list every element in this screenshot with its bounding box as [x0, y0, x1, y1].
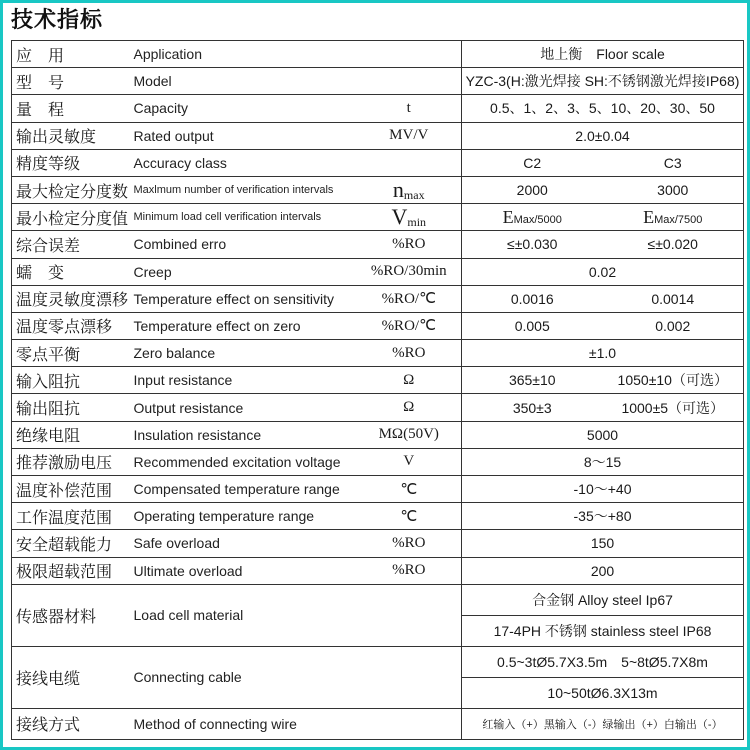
- table-row: [12, 557, 744, 584]
- table-row: [12, 149, 744, 176]
- row-value: 150: [462, 530, 744, 557]
- row-en-label: Accuracy class: [132, 149, 357, 176]
- row-value: -35～+80: [462, 503, 744, 530]
- table-row: [12, 176, 744, 203]
- row-en-label: Capacity: [132, 95, 357, 122]
- table-row: [12, 122, 744, 149]
- row-value-c2: 2000: [462, 176, 603, 203]
- row-en-label: Recommended excitation voltage: [132, 448, 357, 475]
- row-unit: t: [357, 95, 462, 122]
- row-unit: [357, 708, 462, 739]
- row-cn-label: 接线电缆: [12, 646, 132, 708]
- row-cn-label: 精度等级: [12, 149, 132, 176]
- row-unit: %RO: [357, 340, 462, 367]
- row-en-label: Load cell material: [132, 584, 357, 646]
- table-row: [12, 530, 744, 557]
- unit-sub: min: [407, 215, 427, 230]
- row-value-c3: 1050±10（可选）: [603, 367, 744, 394]
- row-unit: %RO/30min: [357, 258, 462, 285]
- row-value: 5000: [462, 421, 744, 448]
- row-cn-label: 输出阻抗: [12, 394, 132, 421]
- row-value-c2: 365±10: [462, 367, 603, 394]
- row-value-2: 10~50tØ6.3X13m: [462, 677, 744, 708]
- row-value-c3: ≤±0.020: [603, 231, 744, 258]
- row-value-c2: [462, 204, 603, 231]
- row-cn-label: 温度零点漂移: [12, 312, 132, 339]
- row-unit: V: [357, 448, 462, 475]
- table-row: [12, 285, 744, 312]
- row-unit: [357, 149, 462, 176]
- row-en-label: Temperature effect on sensitivity: [132, 285, 357, 312]
- row-cn-label: 最小检定分度值: [12, 204, 132, 231]
- row-en-label: Ultimate overload: [132, 557, 357, 584]
- table-row: [12, 503, 744, 530]
- row-cn-label: 最大检定分度数: [12, 176, 132, 203]
- table-row: [12, 312, 744, 339]
- row-cn-label: 工作温度范围: [12, 503, 132, 530]
- table-row: [12, 231, 744, 258]
- row-value-c3: 0.002: [603, 312, 744, 339]
- row-unit: %RO/℃: [357, 285, 462, 312]
- row-cn-label: 推荐激励电压: [12, 448, 132, 475]
- row-cn-label: 综合误差: [12, 231, 132, 258]
- table-row: [12, 41, 744, 68]
- row-cn-label: 零点平衡: [12, 340, 132, 367]
- row-en-label: Compensated temperature range: [132, 476, 357, 503]
- unit-main: n: [392, 177, 404, 203]
- row-value: 0.5、1、2、3、5、10、20、30、50: [462, 95, 744, 122]
- table-row: [12, 204, 744, 231]
- unit-main: V: [391, 204, 408, 230]
- row-en-label: Zero balance: [132, 340, 357, 367]
- row-value-1: 合金钢 Alloy steel Ip67: [462, 584, 744, 615]
- unit-sub: max: [403, 188, 425, 203]
- row-value-c3: 3000: [603, 176, 744, 203]
- row-value-c2: 0.0016: [462, 285, 603, 312]
- row-en-label: Output resistance: [132, 394, 357, 421]
- table-row: [12, 476, 744, 503]
- row-en-label: Connecting cable: [132, 646, 357, 708]
- row-unit: MV/V: [357, 122, 462, 149]
- row-value: -10～+40: [462, 476, 744, 503]
- row-en-label: Safe overload: [132, 530, 357, 557]
- row-unit: MΩ(50V): [357, 421, 462, 448]
- row-value-1: 0.5~3tØ5.7X3.5m 5~8tØ5.7X8m: [462, 646, 744, 677]
- row-unit: [357, 204, 462, 231]
- value-main: E: [643, 206, 655, 227]
- row-value-c2: 0.005: [462, 312, 603, 339]
- row-unit: ℃: [357, 503, 462, 530]
- row-value: YZC-3(H:激光焊接 SH:不锈钢激光焊接IP68): [462, 68, 744, 95]
- row-en-label: Rated output: [132, 122, 357, 149]
- page-title: 技术指标: [11, 8, 104, 33]
- row-cn-label: 蠕 变: [12, 258, 132, 285]
- row-value: 200: [462, 557, 744, 584]
- row-unit: [357, 584, 462, 646]
- row-value-c2: ≤±0.030: [462, 231, 603, 258]
- row-unit: %RO/℃: [357, 312, 462, 339]
- row-cn-label: 温度补偿范围: [12, 476, 132, 503]
- table-row: [12, 340, 744, 367]
- row-value: 2.0±0.04: [462, 122, 744, 149]
- row-value-2: 17-4PH 不锈钢 stainless steel IP68: [462, 615, 744, 646]
- row-en-label: Combined erro: [132, 231, 357, 258]
- row-en-label: Model: [132, 68, 357, 95]
- row-value-c3: 1000±5（可选）: [603, 394, 744, 421]
- value-main: E: [502, 206, 514, 227]
- row-en-label: Input resistance: [132, 367, 357, 394]
- value-sub: Max/7500: [654, 213, 703, 226]
- row-value-c3: [603, 204, 744, 231]
- row-unit: [357, 68, 462, 95]
- row-en-label: Minimum load cell verification intervals: [132, 204, 357, 231]
- value-sub: Max/5000: [513, 213, 562, 226]
- row-value: 8～15: [462, 448, 744, 475]
- row-cn-label: 输出灵敏度: [12, 122, 132, 149]
- spec-table: [11, 40, 744, 740]
- row-value-c2: C2: [462, 149, 603, 176]
- row-cn-label: 极限超载范围: [12, 557, 132, 584]
- row-en-label: Maxlmum number of verification intervals: [132, 176, 357, 203]
- row-unit: [357, 646, 462, 708]
- row-cn-label: 温度灵敏度漂移: [12, 285, 132, 312]
- row-cn-label: 接线方式: [12, 708, 132, 739]
- table-row: [12, 646, 744, 677]
- table-row: [12, 258, 744, 285]
- table-row: [12, 448, 744, 475]
- table-row: [12, 367, 744, 394]
- row-value: 红输入（+）黑输入（-）绿输出（+）白输出（-）: [462, 708, 744, 739]
- row-unit: Ω: [357, 394, 462, 421]
- row-en-label: Operating temperature range: [132, 503, 357, 530]
- row-unit: %RO: [357, 231, 462, 258]
- row-cn-label: 量 程: [12, 95, 132, 122]
- table-row: [12, 421, 744, 448]
- row-en-label: Creep: [132, 258, 357, 285]
- row-cn-label: 应 用: [12, 41, 132, 68]
- table-row: [12, 68, 744, 95]
- row-value: 地上衡 Floor scale: [462, 41, 744, 68]
- row-value: ±1.0: [462, 340, 744, 367]
- row-cn-label: 传感器材料: [12, 584, 132, 646]
- row-unit: [357, 176, 462, 203]
- row-unit: %RO: [357, 557, 462, 584]
- table-row: [12, 95, 744, 122]
- row-value-c3: C3: [603, 149, 744, 176]
- row-cn-label: 绝缘电阻: [12, 421, 132, 448]
- row-unit: ℃: [357, 476, 462, 503]
- row-cn-label: 输入阻抗: [12, 367, 132, 394]
- row-cn-label: 型 号: [12, 68, 132, 95]
- row-unit: %RO: [357, 530, 462, 557]
- row-value-c3: 0.0014: [603, 285, 744, 312]
- row-unit: [357, 41, 462, 68]
- row-en-label: Application: [132, 41, 357, 68]
- row-value: 0.02: [462, 258, 744, 285]
- row-en-label: Insulation resistance: [132, 421, 357, 448]
- table-row: [12, 584, 744, 615]
- row-cn-label: 安全超载能力: [12, 530, 132, 557]
- table-row: [12, 394, 744, 421]
- row-value-c2: 350±3: [462, 394, 603, 421]
- row-en-label: Temperature effect on zero: [132, 312, 357, 339]
- row-unit: Ω: [357, 367, 462, 394]
- row-en-label: Method of connecting wire: [132, 708, 357, 739]
- table-row: [12, 708, 744, 739]
